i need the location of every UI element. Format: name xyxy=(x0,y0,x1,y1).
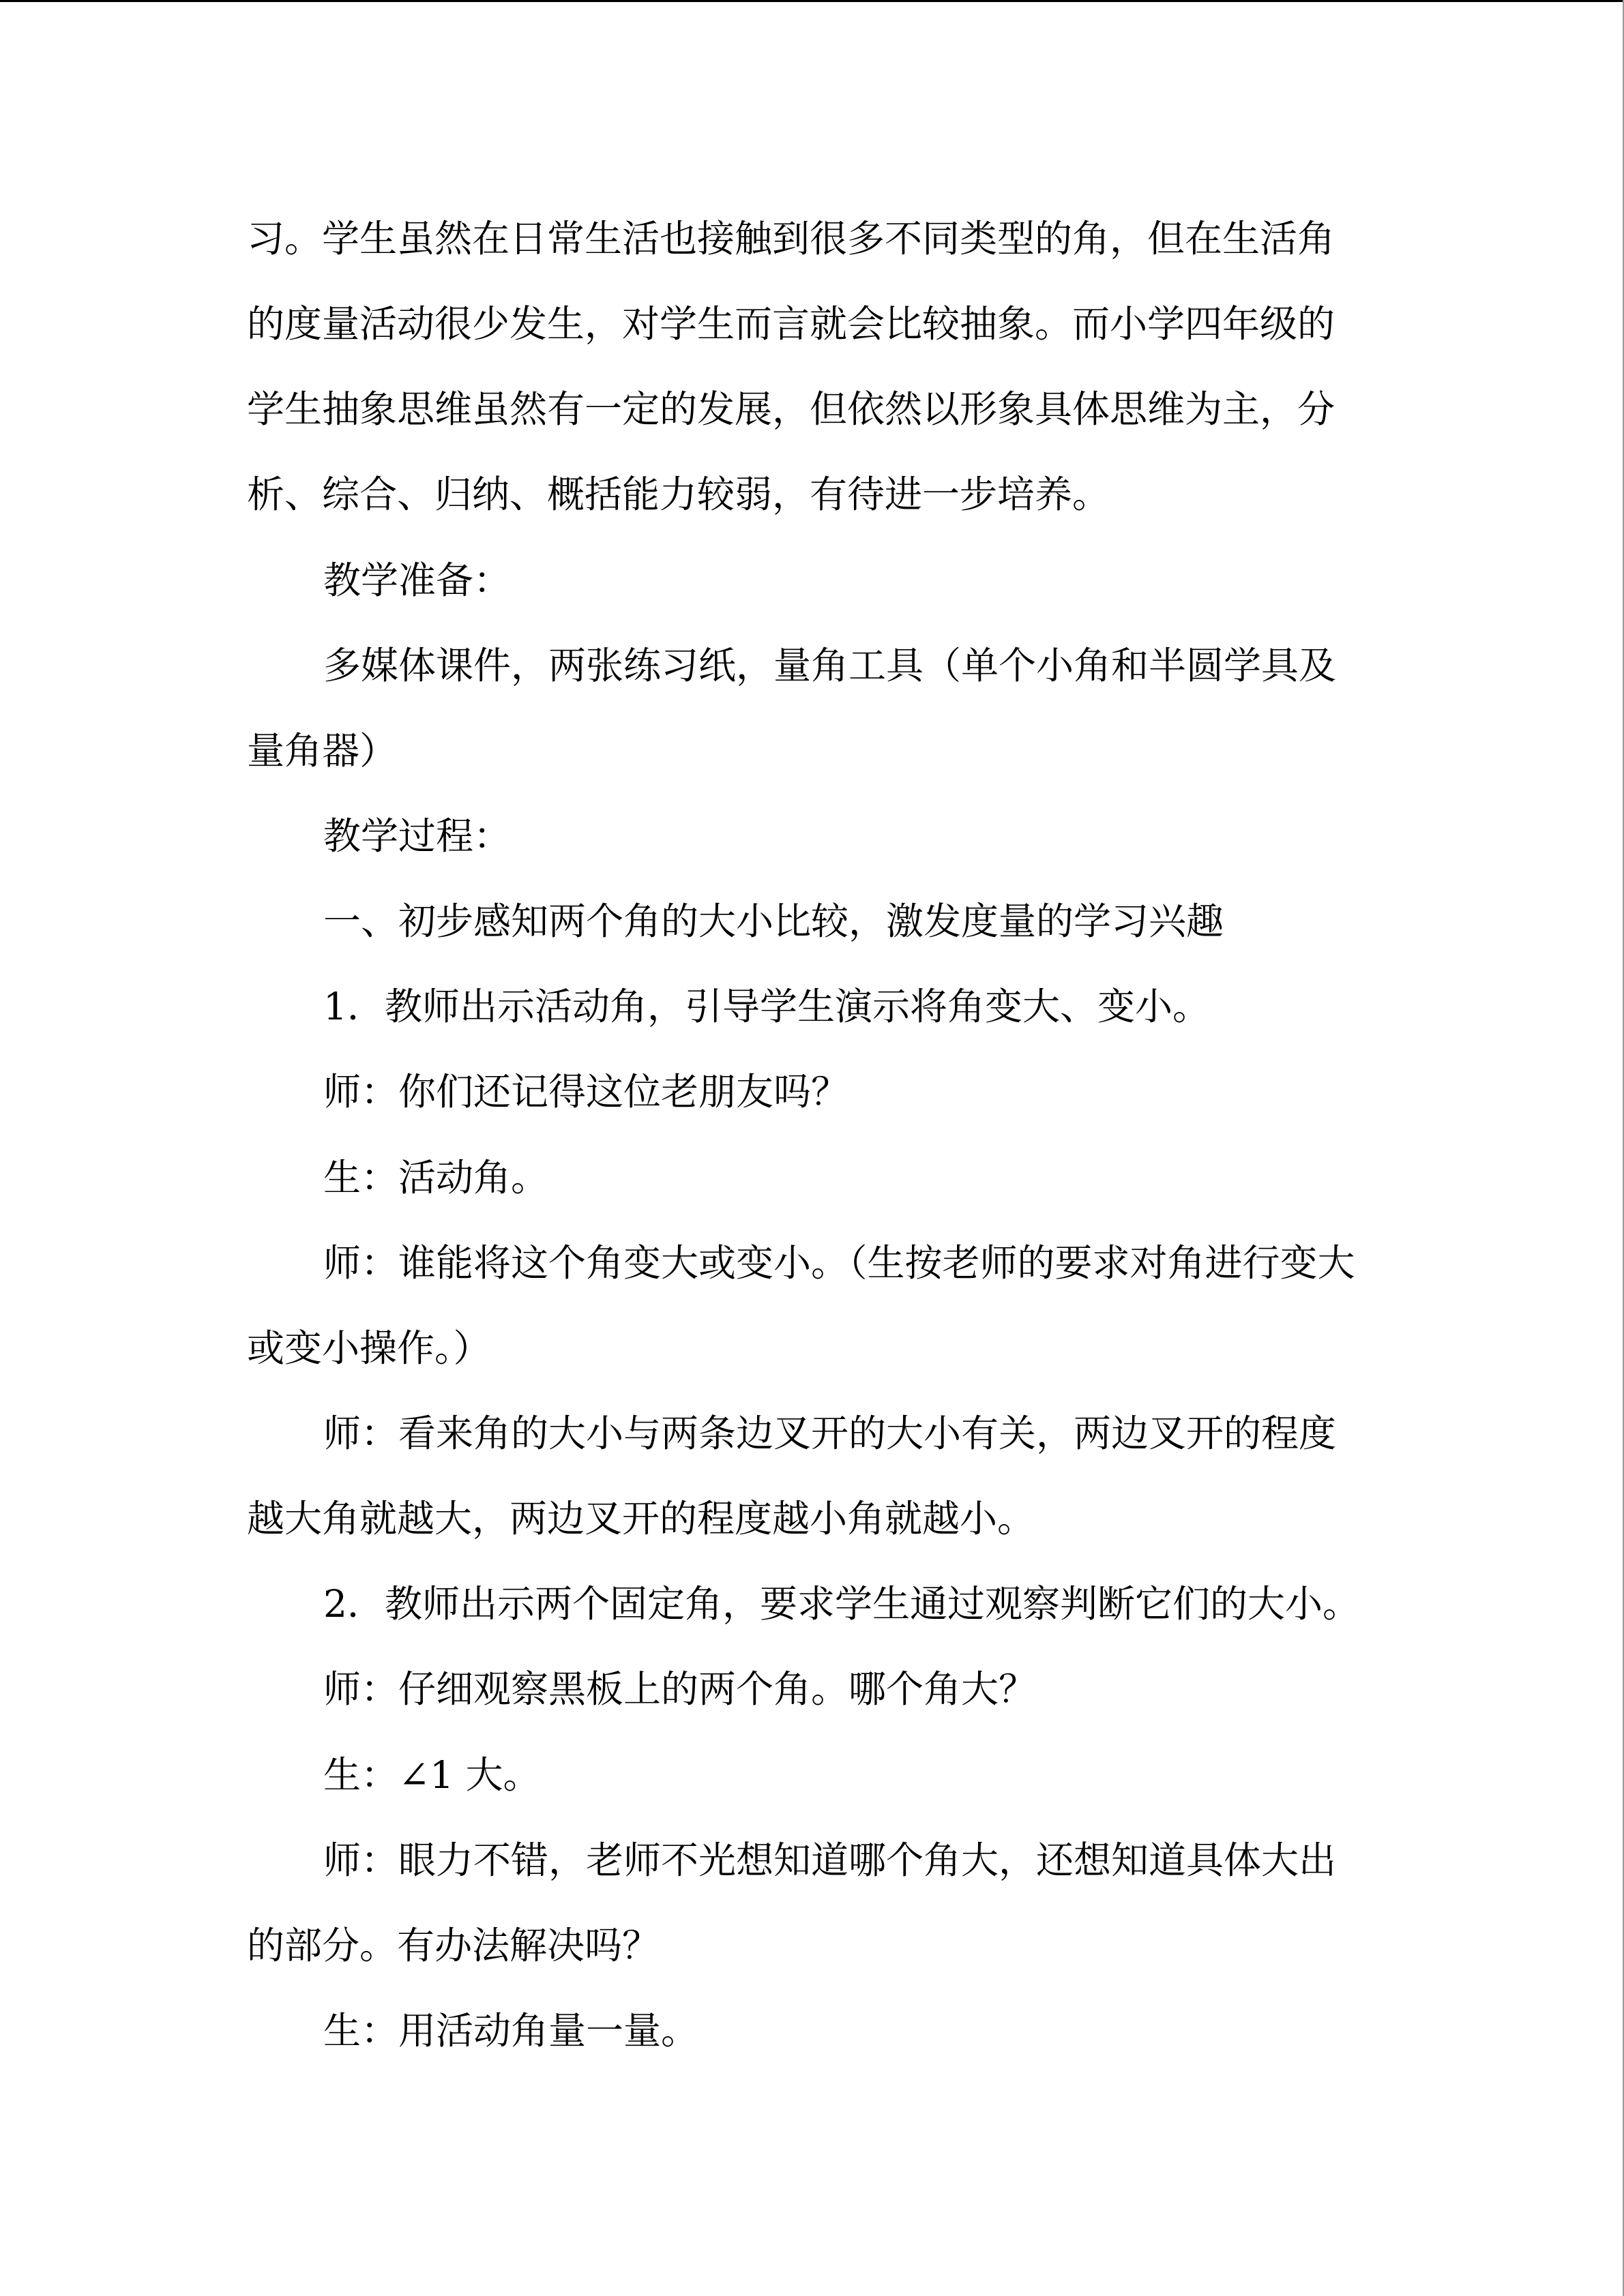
text-line-21: 的部分。有办法解决吗？ xyxy=(247,1924,660,1967)
dialogue-line: 师：仔细观察黑板上的两个角。哪个角大？ xyxy=(323,1667,1037,1711)
page-top-border xyxy=(0,0,1624,2)
text-line-1: 习。学生虽然在日常生活也接触到很多不同类型的角，但在生活角 xyxy=(247,217,1335,260)
text-line-4: 析、综合、归纳、概括能力较弱，有待进一步培养。 xyxy=(247,473,1110,516)
section-heading-process: 教学过程： xyxy=(323,814,512,858)
subsection-heading-one: 一、初步感知两个角的大小比较，激发度量的学习兴趣 xyxy=(323,899,1224,943)
text-line-6: 多媒体课件，两张练习纸，量角工具（单个小角和半圆学具及 xyxy=(323,644,1337,687)
text-line-3: 学生抽象思维虽然有一定的发展，但依然以形象具体思维为主，分 xyxy=(247,387,1335,431)
dialogue-line: 生：用活动角量一量。 xyxy=(323,2009,699,2053)
text-line-14: 或变小操作。） xyxy=(247,1326,491,1370)
dialogue-line: 师：谁能将这个角变大或变小。（生按老师的要求对角进行变大 xyxy=(323,1241,1355,1285)
dialogue-line: 生：∠1 大。 xyxy=(323,1753,541,1797)
numbered-item-1: 1．教师出示活动角，引导学生演示将角变大、变小。 xyxy=(323,985,1210,1028)
section-heading-preparation: 教学准备： xyxy=(323,558,512,602)
text-line-7: 量角器） xyxy=(247,729,398,773)
numbered-item-2: 2．教师出示两个固定角，要求学生通过观察判断它们的大小。 xyxy=(323,1582,1360,1626)
dialogue-line: 师：你们还记得这位老朋友吗？ xyxy=(323,1070,849,1114)
text-line-2: 的度量活动很少发生，对学生而言就会比较抽象。而小学四年级的 xyxy=(247,302,1335,346)
dialogue-line: 生：活动角。 xyxy=(323,1156,549,1199)
dialogue-line: 师：看来角的大小与两条边叉开的大小有关，两边叉开的程度 xyxy=(323,1412,1337,1455)
dialogue-line: 师：眼力不错，老师不光想知道哪个角大，还想知道具体大出 xyxy=(323,1838,1337,1882)
text-line-16: 越大角就越大，两边叉开的程度越小角就越小。 xyxy=(247,1497,1035,1540)
